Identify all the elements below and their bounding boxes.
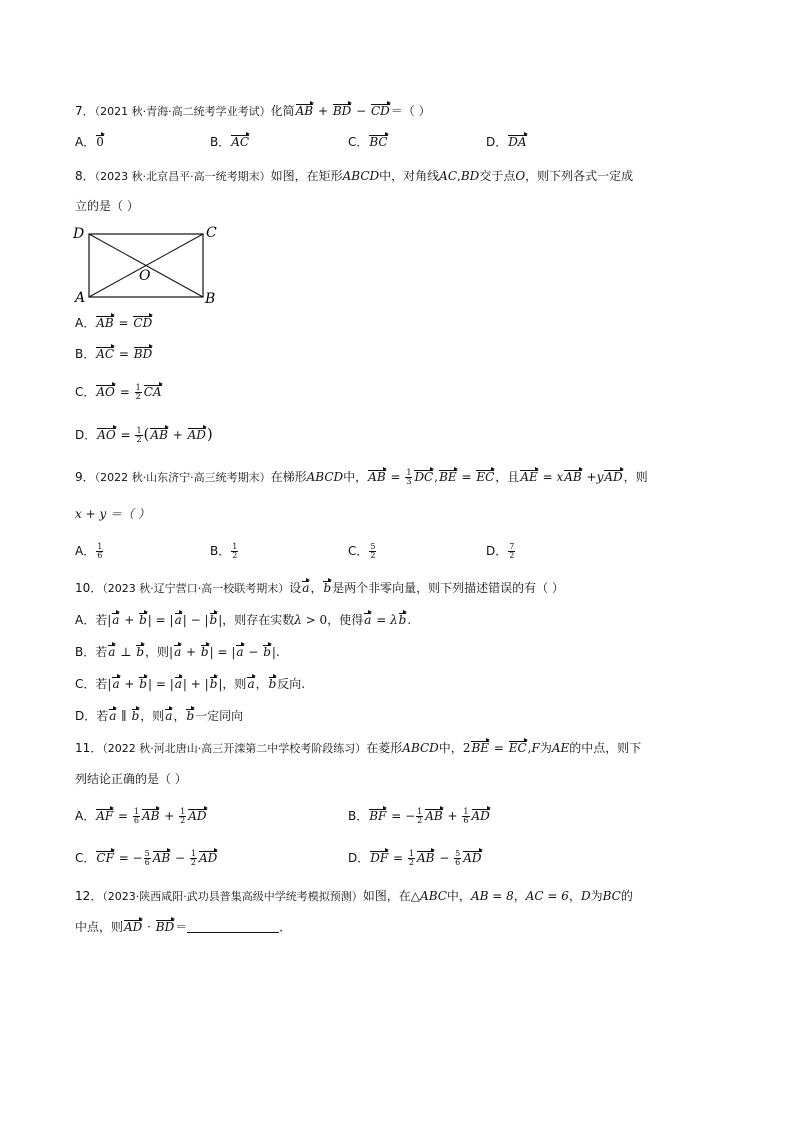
- question-9-stem: 9．（2022 秋·山东济宁·高三统考期末）在梯形ABCD中，AB = $\frac{1}{3}$ DC,BE = EC，且AE = xAB +yAD，则: [75, 468, 648, 486]
- q7-option-a[interactable]: A．0: [75, 135, 104, 149]
- figure-label-a: A: [75, 290, 86, 306]
- q8-option-c[interactable]: C．AO = $\frac{1}{2}$ CA: [75, 383, 162, 401]
- q10-option-b[interactable]: B．若a ⊥ b，则|a + b| = |a − b|.: [75, 645, 280, 659]
- question-8-stem: 8．（2023 秋·北京昌平·高一统考期末）如图，在矩形ABCD中，对角线AC,BD交于点O，则下列各式一定成: [75, 169, 634, 183]
- q9-option-a[interactable]: A． $\frac{1}{6}$: [75, 542, 103, 560]
- q7-option-d[interactable]: D．DA: [486, 135, 527, 149]
- q11-option-a[interactable]: A．AF = $\frac{1}{6}$ AB + $\frac{1}{2}$ AD: [75, 807, 207, 825]
- q10-option-d[interactable]: D．若a ∥ b，则a，b一定同向: [75, 709, 244, 723]
- question-12-stem-line2: 中点，则AD · BD＝ ．: [75, 920, 292, 934]
- question-8-stem-line2: 立的是（ ）: [75, 199, 139, 213]
- q11-option-d[interactable]: D．DF = $\frac{1}{2}$ AB − $\frac{5}{6}$ AD: [348, 849, 482, 867]
- question-12-stem: 12．（2023·陕西咸阳·武功县普集高级中学统考模拟预测）如图，在△ABC中，AB = 8，AC = 6，D为BC的: [75, 889, 633, 903]
- figure-label-b: B: [205, 291, 216, 307]
- q8-option-a[interactable]: A．AB = CD: [75, 316, 153, 330]
- q11-option-c[interactable]: C．CF = − $\frac{5}{6}$ AB − $\frac{1}{2}$ AD: [75, 849, 218, 867]
- question-11-stem: 11．（2022 秋·河北唐山·高三开滦第二中学校考阶段练习）在菱形ABCD中，2BE = EC,F为AE的中点，则下: [75, 741, 642, 755]
- q9-option-d[interactable]: D． $\frac{7}{2}$: [486, 542, 515, 560]
- question-7-stem: 7．（2021 秋·青海·高二统考学业考试）化简AB + BD − CD＝（ ）: [75, 104, 431, 118]
- q7-option-b[interactable]: B．AC: [210, 135, 250, 149]
- answer-blank[interactable]: [187, 920, 279, 933]
- q9-option-b[interactable]: B． $\frac{1}{2}$: [210, 542, 238, 560]
- figure-label-c: C: [206, 225, 217, 241]
- q7-option-c[interactable]: C．BC: [348, 135, 388, 149]
- rectangle-figure: [70, 222, 225, 310]
- figure-label-d: D: [73, 226, 85, 242]
- q8-option-d[interactable]: D．AO = $\frac{1}{2}$ (AB + AD): [75, 425, 213, 444]
- question-9-stem-line2: x + y ＝（ ）: [75, 507, 150, 521]
- q11-option-b[interactable]: B．BF = − $\frac{1}{2}$ AB + $\frac{1}{6}$ AD: [348, 807, 490, 825]
- q10-option-a[interactable]: A．若|a + b| = |a| − |b|，则存在实数λ > 0，使得a = λb.: [75, 613, 412, 627]
- question-11-stem-line2: 列结论正确的是（ ）: [75, 772, 187, 786]
- question-10-stem: 10．（2023 秋·辽宁营口·高一校联考期末）设a，b是两个非零向量，则下列描述错误的有（ ）: [75, 581, 564, 595]
- q9-option-c[interactable]: C． $\frac{5}{2}$: [348, 542, 376, 560]
- figure-label-o: O: [139, 268, 151, 284]
- q8-option-b[interactable]: B．AC = BD: [75, 347, 153, 361]
- q10-option-c[interactable]: C．若|a + b| = |a| + |b|，则a，b反向.: [75, 677, 306, 691]
